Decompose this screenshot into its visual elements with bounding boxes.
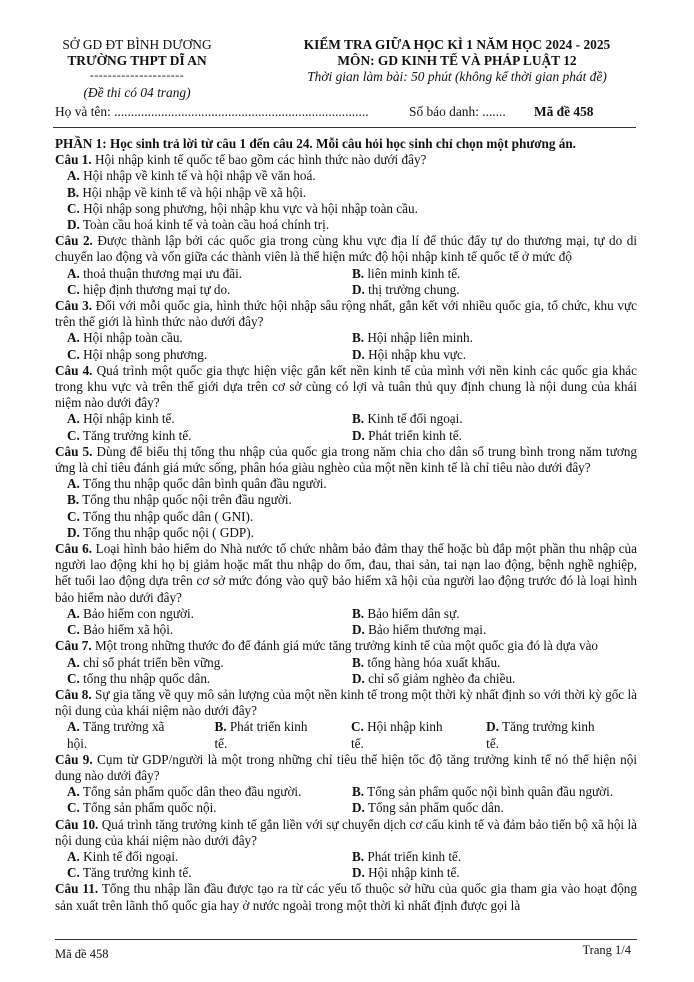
- option-letter: C.: [67, 670, 80, 686]
- option-d: [352, 347, 637, 363]
- option-b: [352, 655, 637, 671]
- question-text: Đối với mỗi quốc gia, hình thức hội nhập sâu rộng nhất, gắn kết với nhiều quốc gia, tổ chức, khu vực trên thế giới là hình thức nào dưới đây?: [55, 298, 637, 330]
- option-text: hiệp định thương mại tự do.: [83, 281, 231, 297]
- option-text: Hội nhập song phương, hội nhập khu vực và hội nhập toàn cầu.: [83, 200, 418, 216]
- option-b: [55, 185, 637, 201]
- option-c: [67, 800, 352, 816]
- subject-title: MÔN: GD KINH TẾ VÀ PHÁP LUẬT 12: [337, 53, 577, 68]
- page-footer: [55, 939, 637, 961]
- option-letter: B.: [352, 605, 365, 621]
- option-letter: C.: [67, 865, 80, 881]
- header-separator: ---------------------: [89, 68, 185, 82]
- option-a: [67, 849, 352, 865]
- option-c: [55, 201, 637, 217]
- option-text: Hội nhập song phương.: [83, 346, 208, 362]
- option-text: Hội nhập về kinh tế và hội nhập về văn hoá.: [83, 168, 316, 184]
- option-letter: A.: [67, 654, 80, 670]
- question-text: Hội nhập kinh tế quốc tế bao gồm các hình thức nào dưới đây?: [91, 152, 427, 168]
- question-7: [55, 638, 637, 654]
- option-letter: D.: [486, 719, 499, 735]
- footer-exam-code: Mã đề 458: [55, 947, 109, 961]
- option-letter: C.: [67, 800, 80, 816]
- exam-header: [262, 37, 652, 85]
- option-d: [486, 719, 619, 751]
- option-text: Tổng sản phẩm quốc nội bình quân đầu người.: [367, 784, 614, 800]
- question-text: Quá trình tăng trưởng kinh tế gắn liền với sự chuyển dịch cơ cấu kinh tế và đảm bảo tiến bộ xã hội là nội dung của khái niệm nào dưới đây?: [55, 816, 637, 848]
- option-letter: C.: [67, 281, 80, 297]
- school-name: TRƯỜNG THPT DĨ AN: [67, 53, 207, 68]
- question-5: [55, 444, 637, 476]
- exam-title: KIỂM TRA GIỮA HỌC KÌ 1 NĂM HỌC 2024 - 2025: [303, 37, 611, 52]
- option-c: [67, 865, 352, 881]
- option-b: [352, 411, 637, 427]
- option-letter: D.: [352, 670, 365, 686]
- question-3: [55, 298, 637, 330]
- option-a: [67, 655, 352, 671]
- question-2: [55, 233, 637, 265]
- option-text: thị trường chung.: [368, 281, 460, 297]
- option-letter: D.: [67, 217, 80, 233]
- option-letter: A.: [67, 476, 80, 492]
- department-name: SỞ GD ĐT BÌNH DƯƠNG: [62, 37, 212, 52]
- exam-code: Mã đề 458: [534, 104, 594, 119]
- question-text: Loại hình bảo hiểm do Nhà nước tổ chức nhằm bảo đảm thay thế hoặc bù đắp một phần thu nhập của người lao động khi họ bị giảm hoặc mất thu nhập do ốm, đau, thai sản, tai nạn lao động, bệnh nghề nghiệp, hết tuổi lao động dựa trên cơ sở mức đóng vào quỹ bảo hiểm xã hội của người lao động trước đó là loại hình bảo hiểm nào dưới đây?: [55, 541, 638, 605]
- question-number: Câu 8.: [55, 686, 92, 702]
- option-b: [352, 849, 637, 865]
- question-9: [55, 752, 637, 784]
- student-name-field: Họ và tên: ............................................................................: [55, 104, 369, 119]
- option-text: tổng thu nhập quốc dân.: [83, 670, 211, 686]
- option-letter: A.: [67, 411, 80, 427]
- option-d: [55, 217, 637, 233]
- option-b: [352, 784, 637, 800]
- options-row: [55, 622, 637, 638]
- option-c: [67, 282, 352, 298]
- option-text: Kinh tế đối ngoại.: [367, 411, 463, 427]
- option-text: Phát triển kinh tế.: [214, 719, 308, 751]
- option-c: [351, 719, 468, 751]
- option-letter: B.: [352, 411, 365, 427]
- question-number: Câu 10.: [55, 816, 99, 832]
- options-row: [55, 784, 637, 800]
- question-number: Câu 3.: [55, 298, 92, 314]
- option-text: Hội nhập khu vực.: [368, 346, 467, 362]
- option-d: [55, 525, 637, 541]
- option-letter: C.: [67, 200, 80, 216]
- option-c: [67, 671, 352, 687]
- option-d: [352, 865, 637, 881]
- option-a: [67, 719, 196, 751]
- option-letter: A.: [67, 605, 80, 621]
- option-d: [352, 800, 637, 816]
- option-d: [352, 622, 637, 638]
- option-text: Hội nhập kinh tế.: [83, 411, 175, 427]
- option-letter: A.: [67, 168, 80, 184]
- option-text: Hội nhập toàn cầu.: [83, 330, 183, 346]
- option-letter: A.: [67, 265, 80, 281]
- time-note: Thời gian làm bài: 50 phút (không kể thời gian phát đề): [307, 69, 607, 84]
- option-text: Tổng thu nhập quốc dân ( GNI).: [82, 508, 254, 524]
- options-row: [55, 428, 637, 444]
- option-b: [352, 330, 637, 346]
- option-b: [352, 606, 637, 622]
- option-text: Hội nhập về kinh tế và hội nhập về xã hội.: [82, 184, 307, 200]
- option-text: Tăng trưởng xã hội.: [67, 719, 165, 751]
- question-1: [55, 152, 637, 168]
- option-letter: B.: [67, 492, 80, 508]
- option-letter: C.: [67, 508, 80, 524]
- option-a: [55, 476, 637, 492]
- option-text: Kinh tế đối ngoại.: [83, 848, 179, 864]
- option-b: [214, 719, 333, 751]
- option-letter: A.: [67, 784, 80, 800]
- options-row: [55, 849, 637, 865]
- question-text: Cụm từ GDP/người là một trong những chỉ tiêu thể hiện tốc độ tăng trưởng kinh tế nó thể hiện nội dung nào dưới đây?: [55, 751, 637, 783]
- question-text: Quá trình một quốc gia thực hiện việc gắn kết nền kinh tế của mình với nền kinh các quốc gia khác trong khu vực và trên thế giới dựa trên cơ sở cùng có lợi và tuân thủ quy định chung là nội dung của khái niệm nào dưới đây?: [55, 362, 638, 411]
- option-letter: B.: [214, 719, 227, 735]
- option-text: Hội nhập kinh tế.: [368, 865, 460, 881]
- options-row: [55, 671, 637, 687]
- options-row: [55, 347, 637, 363]
- option-letter: A.: [67, 719, 80, 735]
- option-letter: D.: [352, 622, 365, 638]
- option-letter: A.: [67, 848, 80, 864]
- option-a: [67, 411, 352, 427]
- section-heading: PHẦN 1: Học sinh trả lời từ câu 1 đến câu 24. Mỗi câu hỏi học sinh chỉ chọn một phương án.: [55, 136, 576, 151]
- option-letter: B.: [352, 784, 365, 800]
- option-letter: C.: [67, 427, 80, 443]
- option-text: Phát triển kinh tế.: [367, 848, 462, 864]
- options-row: [55, 719, 637, 751]
- option-text: liên minh kinh tế.: [367, 265, 461, 281]
- option-letter: D.: [352, 427, 365, 443]
- options-row: [55, 606, 637, 622]
- option-text: Toàn cầu hoá kinh tế và toàn cầu hoá chính trị.: [82, 217, 330, 233]
- options-row: [55, 411, 637, 427]
- option-b: [352, 266, 637, 282]
- option-text: Tổng thu nhập quốc nội ( GDP).: [82, 524, 254, 540]
- option-text: Bảo hiểm xã hội.: [83, 622, 174, 638]
- option-a: [67, 330, 352, 346]
- question-text: Sự gia tăng về quy mô sản lượng của một nền kinh tế trong một thời kỳ nhất định so với thời kỳ gốc là nội dung của khái niệm nào dưới đây?: [55, 686, 638, 719]
- option-letter: B.: [352, 848, 365, 864]
- option-text: Bảo hiểm con người.: [83, 605, 194, 621]
- option-text: tổng hàng hóa xuất khẩu.: [367, 654, 501, 670]
- options-row: [55, 655, 637, 671]
- option-text: Phát triển kinh tế.: [368, 427, 462, 443]
- option-text: Bảo hiểm dân sự.: [367, 605, 460, 621]
- option-text: Tăng trưởng kinh tế.: [82, 865, 192, 881]
- option-text: Tăng trưởng kinh tế.: [82, 427, 192, 443]
- question-number: Câu 1.: [55, 152, 92, 168]
- option-letter: D.: [67, 524, 80, 540]
- option-letter: B.: [352, 330, 365, 346]
- option-letter: C.: [67, 346, 80, 362]
- option-text: chỉ số phát triển bền vững.: [83, 654, 224, 670]
- option-text: Hội nhập kinh tế.: [350, 719, 443, 751]
- question-text: Được thành lập bởi các quốc gia trong cùng khu vực địa lí để thúc đẩy tự do thương mại, tự do di chuyển lao động và vốn giữa các thành viên là thể hiện mức độ hội nhập kinh tế quốc tế ở mức độ: [55, 233, 637, 265]
- question-6: [55, 541, 637, 606]
- option-a: [67, 266, 352, 282]
- options-row: [55, 266, 637, 282]
- option-a: [67, 784, 352, 800]
- option-c: [55, 509, 637, 525]
- option-letter: D.: [352, 281, 365, 297]
- option-letter: B.: [67, 184, 80, 200]
- option-c: [67, 622, 352, 638]
- options-row: [55, 282, 637, 298]
- option-text: Tăng trưởng kinh tế.: [486, 719, 595, 751]
- question-number: Câu 2.: [55, 233, 93, 249]
- question-11: [55, 881, 637, 913]
- option-text: Tổng sản phẩm quốc dân.: [367, 800, 504, 816]
- option-text: Tổng thu nhập quốc dân bình quân đầu người.: [82, 476, 327, 492]
- header-divider: [53, 127, 636, 128]
- option-letter: D.: [352, 346, 365, 362]
- option-a: [67, 606, 352, 622]
- option-text: Tổng sản phẩm quốc dân theo đầu người.: [82, 784, 302, 800]
- option-letter: D.: [352, 800, 365, 816]
- option-text: Tổng thu nhập quốc nội trên đầu người.: [82, 492, 292, 508]
- school-header: [48, 37, 226, 101]
- question-number: Câu 11.: [55, 881, 99, 897]
- page-number: Trang 1/4: [582, 943, 631, 957]
- question-number: Câu 9.: [55, 751, 93, 767]
- questions: [55, 136, 637, 914]
- option-text: Tổng sản phẩm quốc nội.: [82, 800, 217, 816]
- question-number: Câu 5.: [55, 443, 93, 459]
- question-number: Câu 7.: [55, 638, 92, 654]
- option-text: Hội nhập liên minh.: [367, 330, 473, 346]
- options-row: [55, 330, 637, 346]
- option-d: [352, 428, 637, 444]
- option-letter: A.: [67, 330, 80, 346]
- options-row: [55, 865, 637, 881]
- question-10: [55, 817, 637, 849]
- page-count-note: (Đề thi có 04 trang): [83, 85, 191, 100]
- option-letter: C.: [350, 719, 364, 735]
- option-d: [352, 671, 637, 687]
- option-c: [67, 347, 352, 363]
- question-number: Câu 4.: [55, 362, 93, 378]
- options-row: [55, 800, 637, 816]
- question-text: Dùng để biểu thị tổng thu nhập của quốc gia trong năm chia cho dân số trung bình trong năm tương ứng là chỉ tiêu đánh giá mức sống, phân hóa giàu nghèo của một nền kinh tế là chỉ tiêu nào dưới đây?: [55, 443, 638, 476]
- option-text: chỉ số giảm nghèo đa chiều.: [368, 670, 516, 686]
- question-4: [55, 363, 637, 412]
- option-letter: B.: [352, 265, 365, 281]
- question-number: Câu 6.: [55, 541, 93, 557]
- option-d: [352, 282, 637, 298]
- question-text: Tổng thu nhập lần đầu được tạo ra từ các yếu tố thuộc sở hữu của quốc gia tham gia vào hoạt động sản xuất trên lãnh thổ quốc gia hay ở nước ngoài trong một thời kì nhất định được gọi là: [55, 881, 637, 913]
- option-text: Bảo hiểm thương mại.: [368, 622, 487, 638]
- option-text: thoả thuận thương mại ưu đãi.: [83, 265, 243, 281]
- question-text: Một trong những thước đo để đánh giá mức tăng trưởng kinh tế của một quốc gia đó là dựa vào: [91, 638, 599, 654]
- question-8: [55, 687, 637, 719]
- option-letter: B.: [352, 654, 365, 670]
- option-letter: D.: [352, 865, 365, 881]
- option-b: [55, 492, 637, 508]
- student-id-line: [55, 104, 635, 120]
- option-c: [67, 428, 352, 444]
- option-a: [55, 168, 637, 184]
- option-letter: C.: [67, 622, 80, 638]
- candidate-number-field: Số báo danh: .......: [409, 104, 506, 119]
